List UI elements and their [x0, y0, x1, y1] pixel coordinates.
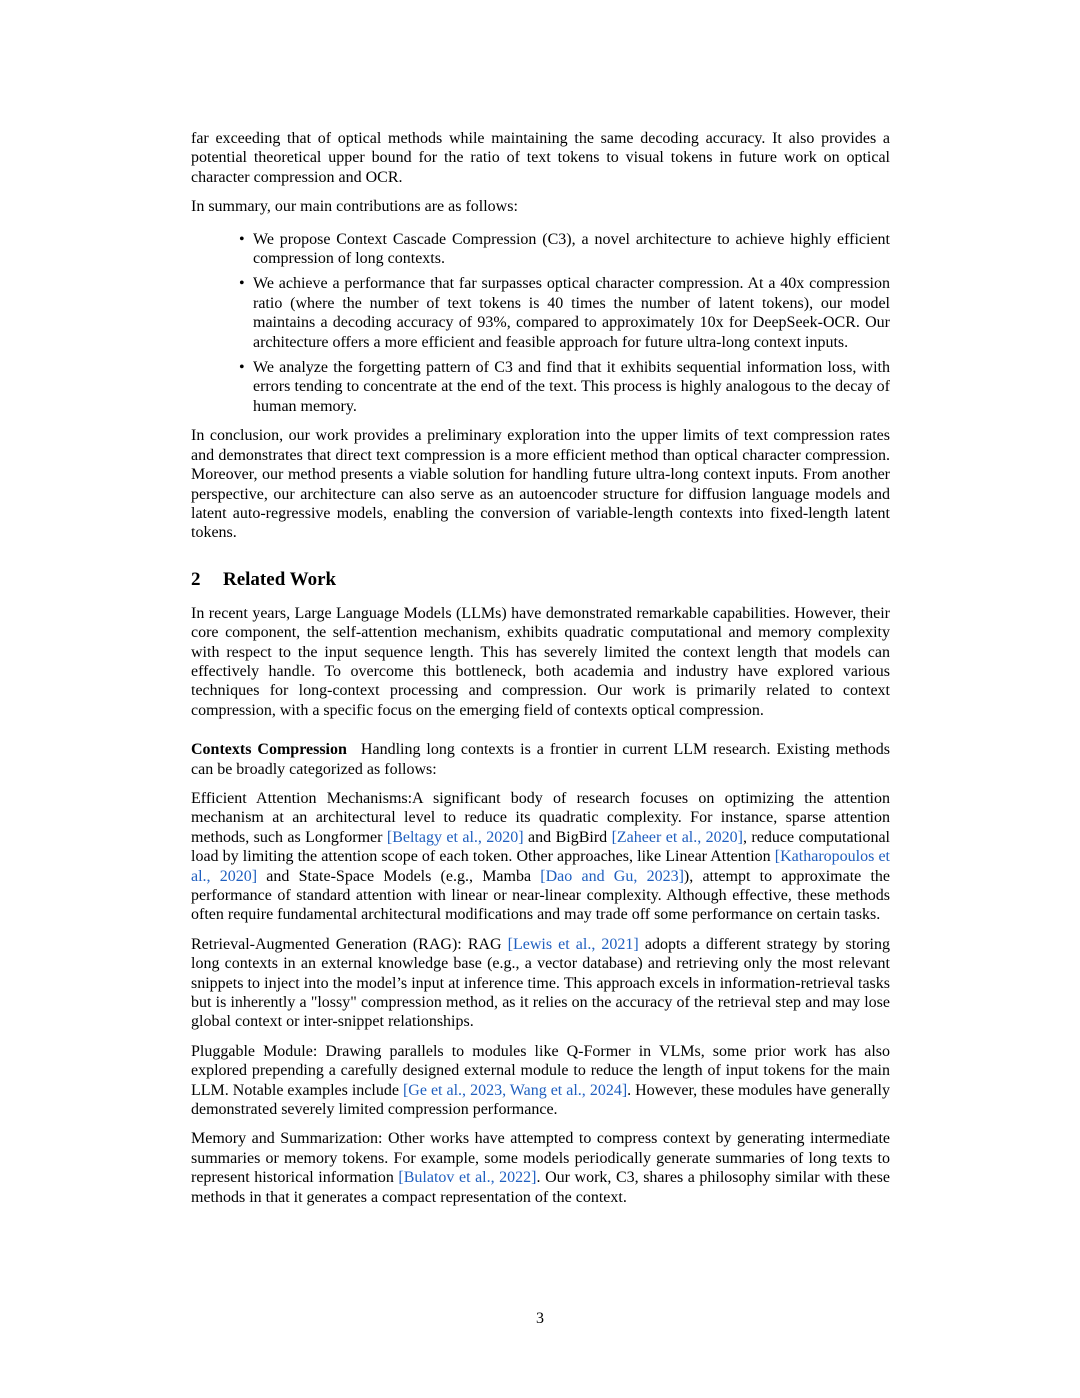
citation-link[interactable]: [Dao and Gu, 2023]	[540, 867, 684, 885]
contexts-compression-paragraph: Contexts Compression Handling long contexts is a frontier in current LLM research. Existing methods can be broadly categorized as follows:	[191, 741, 890, 778]
page-content	[191, 129, 890, 1207]
conclusion-paragraph: In conclusion, our work provides a preliminary exploration into the upper limits of text compression rates and demonstrates that direct text compression is a more efficient method than optical character compression. Moreover, our method presents a viable solution for handling future ultra-long context inputs. From another perspective, our architecture can also serve as an autoencoder structure for diffusion language models and latent auto-regressive models, enabling the conversion of variable-length contexts into fixed-length latent tokens.	[191, 427, 890, 542]
contributions-list	[191, 230, 890, 417]
page-number: 3	[536, 1310, 544, 1327]
related-work-intro: In recent years, Large Language Models (LLMs) have demonstrated remarkable capabilities. However, their core component, the self-attention mechanism, exhibits quadratic computational and memory complexity with respect to the input sequence length. This has severely limited the context length that models can effectively handle. To overcome this bottleneck, both academia and industry have explored various techniques for long-context processing and compression. Our work is primarily related to context compression, with a specific focus on the emerging field of contexts optical compression.	[191, 604, 890, 719]
section-number: 2	[191, 568, 201, 590]
summary-intro: In summary, our main contributions are as follows:	[191, 198, 518, 216]
contribution-item: • We propose Context Cascade Compression (C3), a novel architecture to achieve highly efficient compression of long contexts.	[239, 230, 890, 268]
bullet-icon: •	[239, 230, 245, 248]
bullet-icon: •	[239, 275, 245, 293]
contribution-item: • We achieve a performance that far surpasses optical character compression. At a 40x compression ratio (where the number of text tokens is 40 times the number of latent tokens), our model maintains a decoding accuracy of 93%, compared to approximately 10x for DeepSeek-OCR. Our architecture offers a more efficient and feasible approach for future ultra-long context inputs.	[239, 275, 890, 351]
citation-link[interactable]: [Beltagy et al., 2020]	[386, 828, 524, 846]
section-title: Related Work	[223, 568, 337, 590]
paragraph-heading: Contexts Compression	[191, 741, 347, 759]
citation-link[interactable]: [Zaheer et al., 2020]	[611, 828, 743, 846]
citation-link[interactable]: [Katharopoulos et al., 2020]	[191, 848, 890, 885]
efficient-attention-paragraph: Efficient Attention Mechanisms:A significant body of research focuses on optimizing the attention mechanism at an architectural level to reduce its quadratic complexity. For instance, sparse attention methods, such as Longformer [Beltagy et al., 2020] and BigBird [Zaheer et al., 2020], reduce computational load by limiting the attention scope of each token. Other approaches, like Linear Attention [Katharopoulos et al., 2020] and State-Space Models (e.g., Mamba [Dao and Gu, 2023]), attempt to approximate the performance of standard attention with linear or near-linear complexity. Although effective, these methods often require fundamental architectural modifications and may trade off some performance on certain tasks.	[191, 789, 891, 924]
bullet-icon: •	[239, 359, 245, 377]
intro-paragraph-end: far exceeding that of optical methods while maintaining the same decoding accuracy. It also provides a potential theoretical upper bound for the ratio of text tokens to visual tokens in future work on optical character compression and OCR.	[191, 130, 890, 186]
citation-link[interactable]: [Lewis et al., 2021]	[507, 935, 639, 953]
memory-summarization-paragraph: Memory and Summarization: Other works have attempted to compress context by generating intermediate summaries or memory tokens. For example, some models periodically generate summaries of long texts to represent historical information [Bulatov et al., 2022]. Our work, C3, shares a philosophy similar with these methods in that it generates a compact representation of the context.	[191, 1130, 890, 1206]
pluggable-module-paragraph: Pluggable Module: Drawing parallels to modules like Q-Former in VLMs, some prior work has also explored prepending a carefully designed external module to reduce the length of input tokens for the main LLM. Notable examples include [Ge et al., 2023, Wang et al., 2024]. However, these modules have generally demonstrated severely limited compression performance.	[191, 1042, 891, 1119]
rag-paragraph: Retrieval-Augmented Generation (RAG): RAG [Lewis et al., 2021] adopts a different strategy by storing long contexts in an external knowledge base (e.g., a vector database) and retrieving only the most relevant snippets to inject into the model’s input at inference time. This approach excels in information-retrieval tasks but is inherently a "lossy" compression method, as it relies on the accuracy of the retrieval step and may lose global context or inter-snippet relationships.	[191, 935, 890, 1031]
contribution-item: • We analyze the forgetting pattern of C3 and find that it exhibits sequential information loss, with errors tending to concentrate at the end of the text. This process is highly analogous to the decay of human memory.	[239, 359, 890, 415]
citation-link[interactable]: [Bulatov et al., 2022]	[398, 1169, 537, 1187]
citation-link[interactable]: [Ge et al., 2023, Wang et al., 2024]	[402, 1081, 628, 1099]
section-heading	[191, 569, 890, 591]
